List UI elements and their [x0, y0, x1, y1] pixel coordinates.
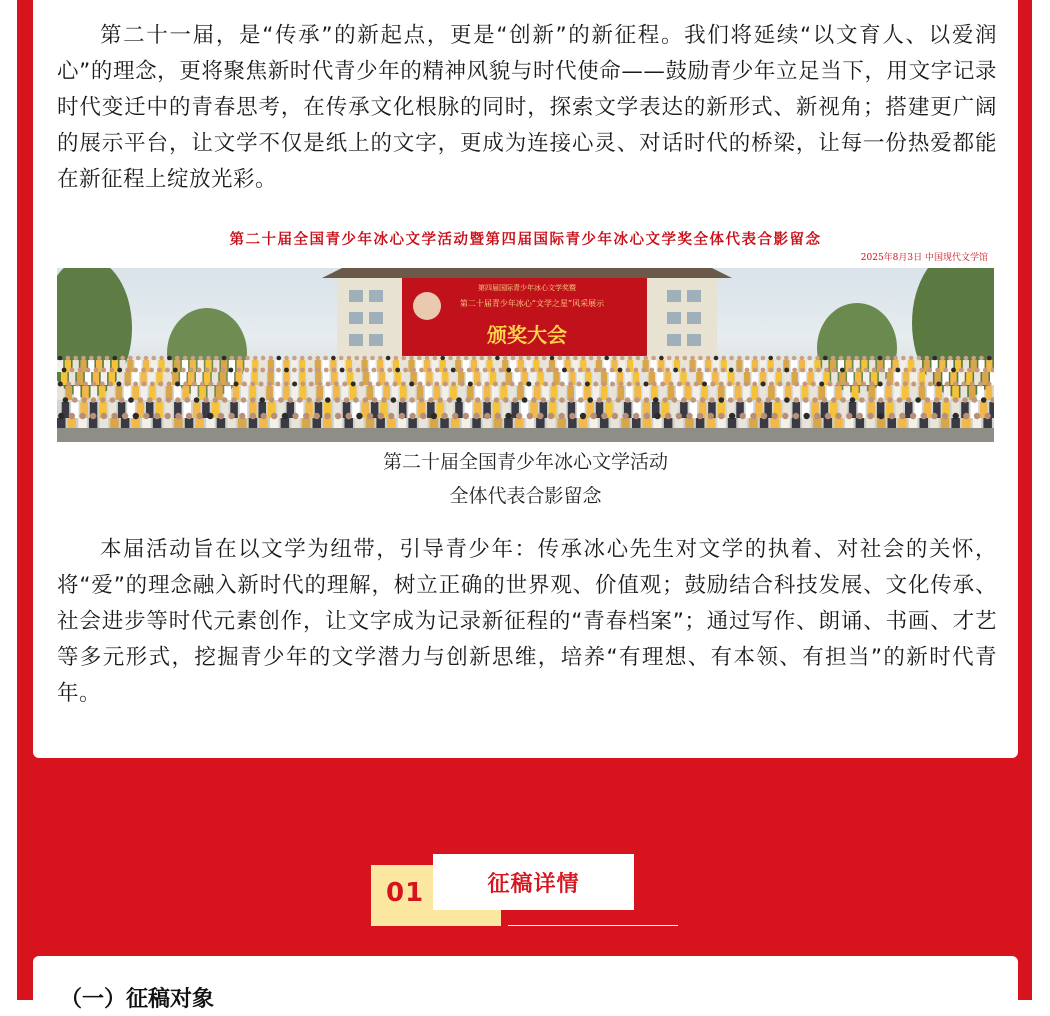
subsection-heading: （一）征稿对象	[60, 987, 215, 1012]
stage-banner-line2: 第二十届青少年冰心“文学之星”风采展示	[459, 299, 605, 308]
photo-caption-line2: 全体代表合影留念	[449, 485, 602, 507]
photo-banner-title: 第二十届全国青少年冰心文学活动暨第四届国际青少年冰心文学奖全体代表合影留念	[229, 231, 822, 248]
section-number: 01	[386, 878, 425, 908]
purpose-paragraph: 本届活动旨在以文学为纽带，引导青少年：传承冰心先生对文学的执着、对社会的关怀，将“爱”的理念融入新时代的理解，树立正确的世界观、价值观；鼓励结合科技发展、文化传承、社会进步等时代元素创作，让文字成为记录新征程的“青春档案”；通过写作、朗诵、书画、才艺等多元形式，挖掘青少年的文学潜力与创新思维，培养“有理想、有本领、有担当”的新时代青年。	[57, 537, 997, 706]
section-title-box	[433, 854, 634, 910]
stage-banner-main: 颁奖大会	[487, 323, 567, 347]
intro-paragraph: 第二十一届，是“传承”的新起点，更是“创新”的新征程。我们将延续“以文育人、以爱润心”的理念，更将聚焦新时代青少年的精神风貌与时代使命——鼓励青少年立足当下，用文字记录时代变迁中的青春思考，在传承文化根脉的同时，探索文学表达的新形式、新视角；搭建更广阔的展示平台，让文学不仅是纸上的文字，更成为连接心灵、对话时代的桥梁，让每一份热爱都能在新征程上绽放光彩。	[57, 23, 997, 192]
section-underline	[508, 925, 678, 926]
photo-caption-line1: 第二十届全国青少年冰心文学活动	[382, 451, 668, 473]
group-photo-image	[57, 268, 994, 442]
stage-banner-line1: 第四届国际青少年冰心文学奖暨	[478, 284, 576, 292]
group-photo-graphic	[57, 268, 994, 442]
section-title: 征稿详情	[487, 871, 580, 897]
group-photo	[57, 222, 994, 444]
photo-banner-date: 2025年8月3日 中国现代文学馆	[860, 253, 988, 263]
